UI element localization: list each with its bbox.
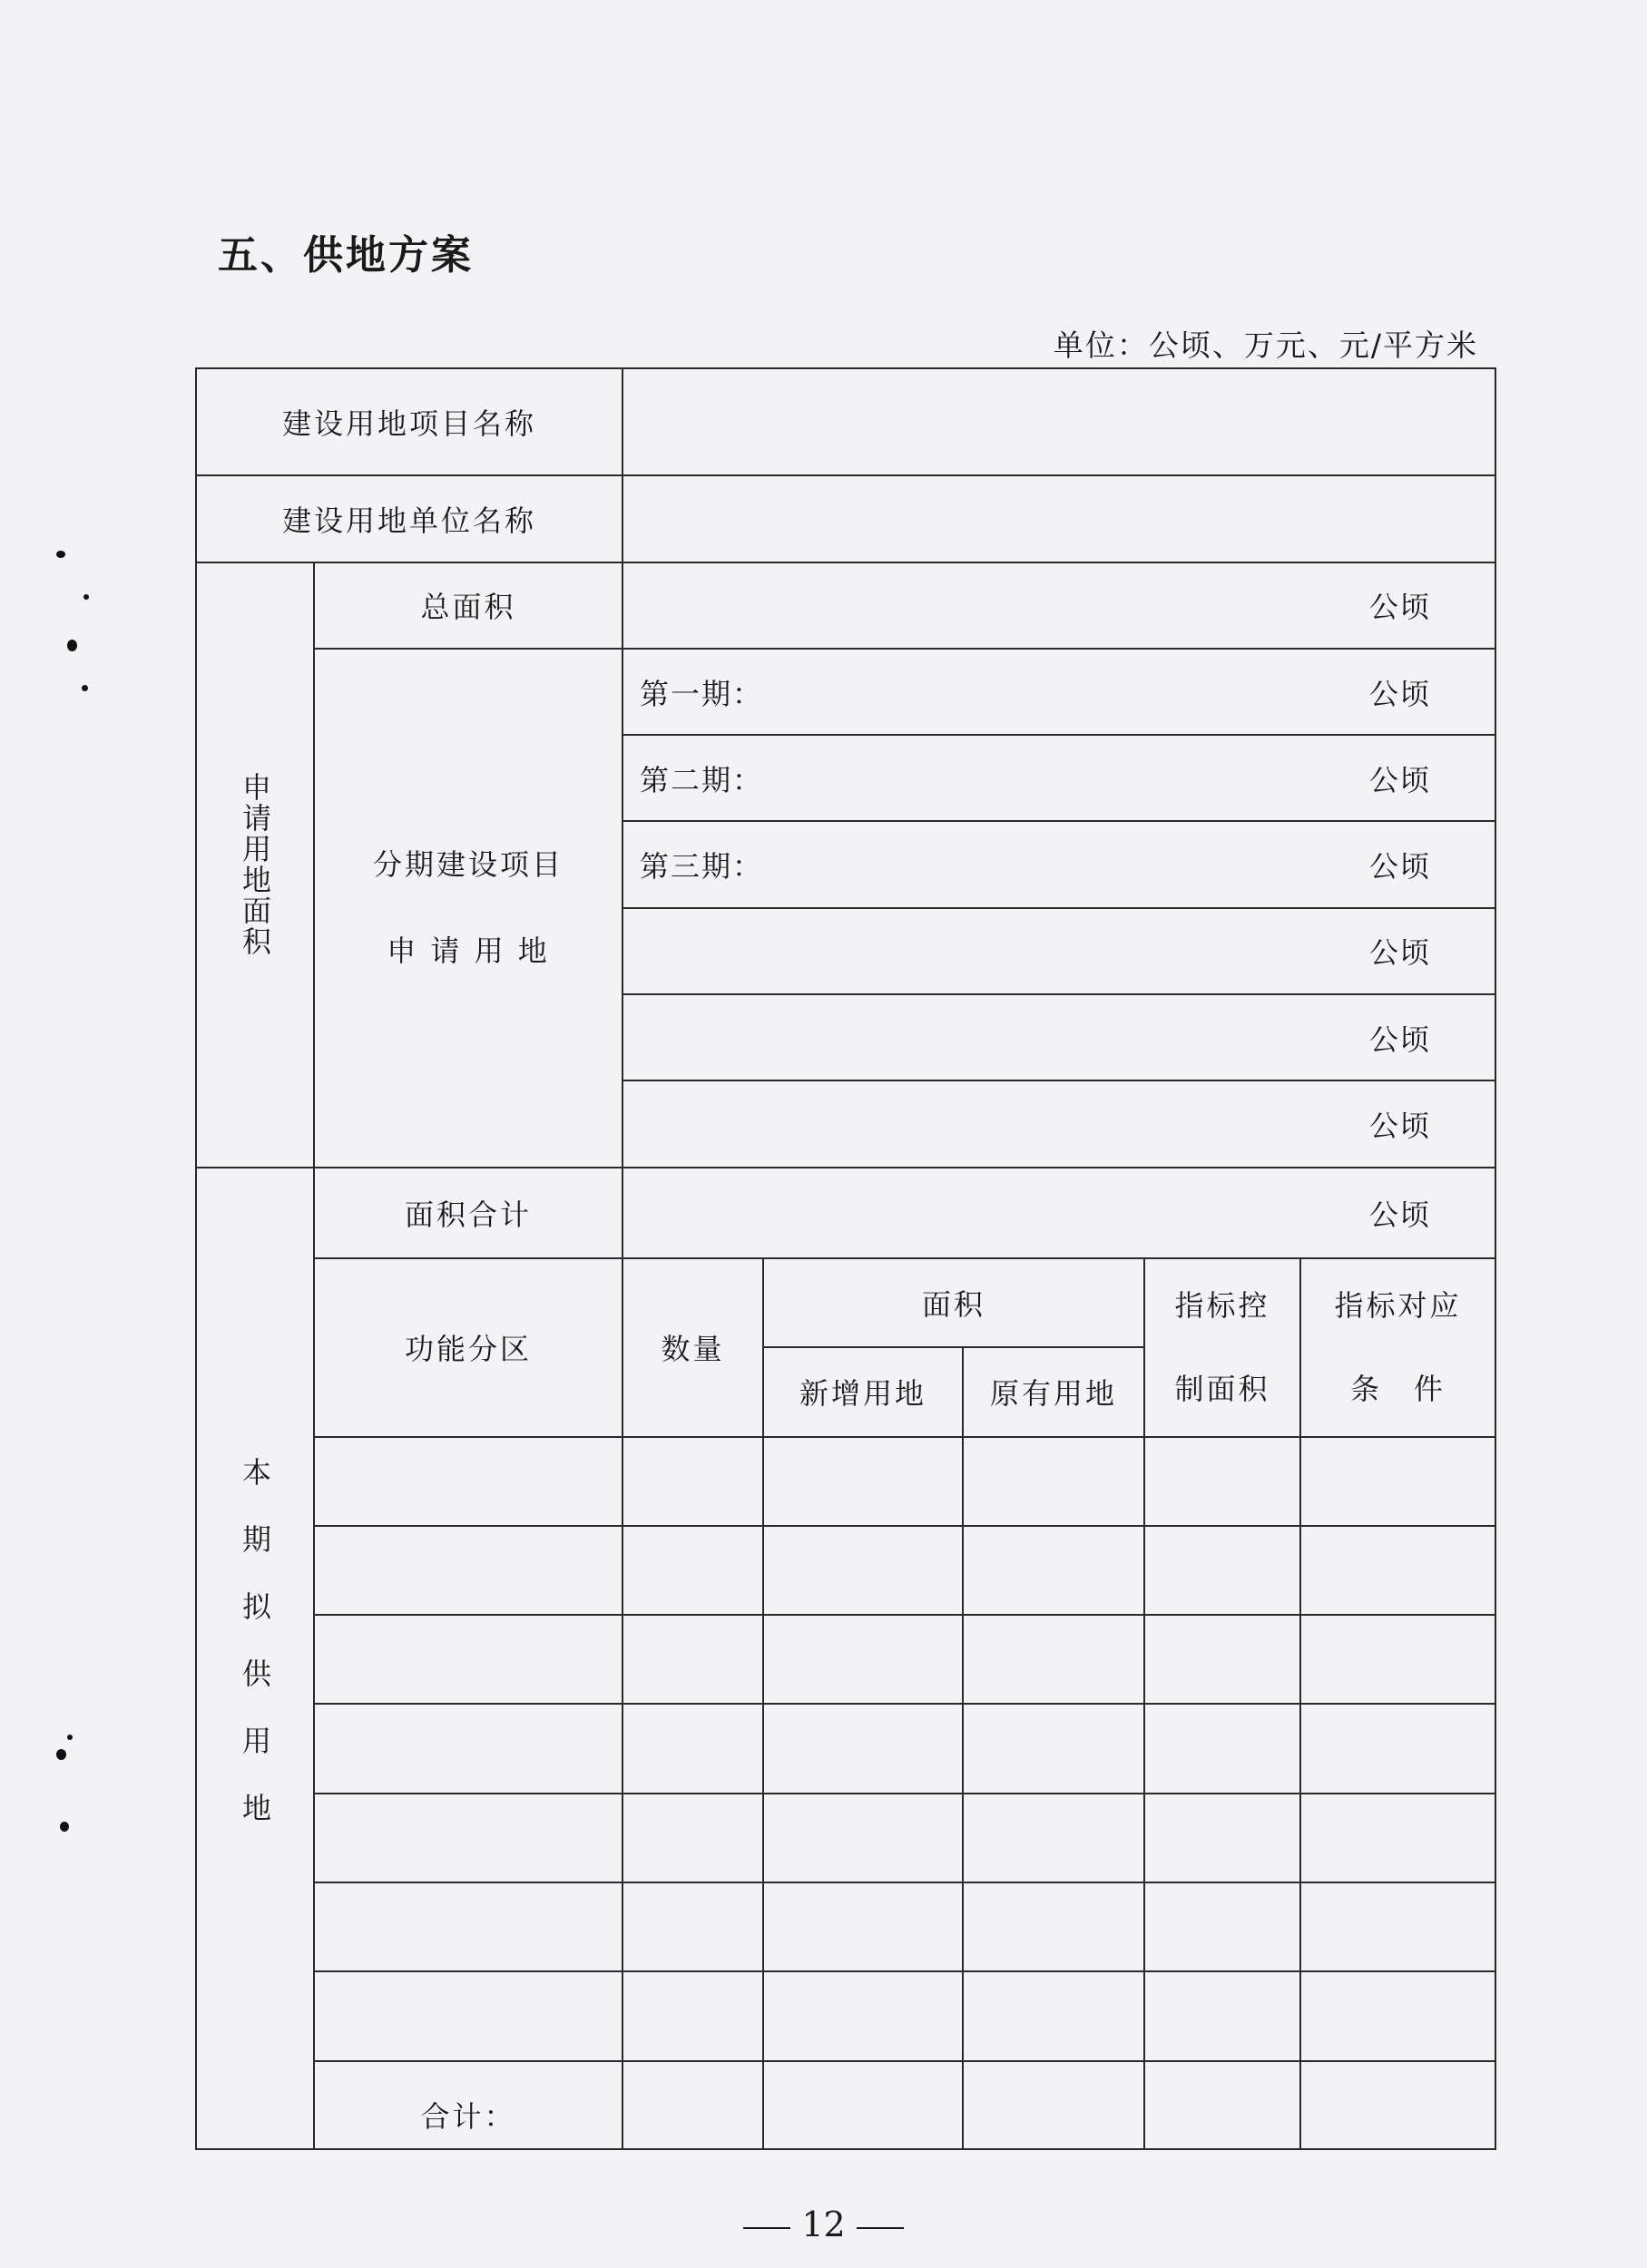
- total-area-label: 总面积: [314, 562, 623, 649]
- header-row: [196, 1258, 1495, 1347]
- conditions-line2: 条 件: [1350, 1372, 1446, 1407]
- applied-area-section: [196, 562, 314, 1168]
- sum-conditions[interactable]: [1300, 2061, 1495, 2149]
- cell-control-area[interactable]: [1144, 1882, 1300, 1971]
- page-number-value: 12: [801, 2204, 846, 2244]
- cell-new-land[interactable]: [763, 1526, 963, 1615]
- phase-6-value[interactable]: [623, 1080, 1495, 1167]
- project-name-label: 建设用地项目名称: [196, 368, 623, 475]
- cell-zone[interactable]: [314, 1526, 623, 1615]
- cell-new-land[interactable]: [763, 1615, 963, 1704]
- table-row: [196, 1526, 1495, 1615]
- cell-zone[interactable]: [314, 1615, 623, 1704]
- scan-speck: [83, 594, 89, 600]
- supply-section: [196, 1168, 314, 2149]
- table-row: [196, 1882, 1495, 1971]
- cell-control-area[interactable]: [1144, 1437, 1300, 1526]
- phased-label-line1: 分期建设项目: [373, 846, 564, 882]
- unit-hectare: 公顷: [1369, 590, 1432, 625]
- unit-hectare: 公顷: [1369, 676, 1432, 711]
- cell-zone[interactable]: [314, 1437, 623, 1526]
- phased-label-line2: 申 请 用 地: [387, 933, 550, 968]
- unit-hectare: 公顷: [1369, 935, 1432, 971]
- unit-hectare: 公顷: [1369, 1197, 1432, 1232]
- phase-3-value[interactable]: [623, 821, 1495, 907]
- cell-zone[interactable]: [314, 1704, 623, 1793]
- cell-new-land[interactable]: [763, 1704, 963, 1793]
- table-row: [196, 1794, 1495, 1882]
- sum-row: [196, 2061, 1495, 2149]
- cell-quantity[interactable]: [623, 1971, 763, 2060]
- dash-right: [857, 2227, 904, 2229]
- phase-label: 第二期：: [640, 762, 764, 797]
- cell-new-land[interactable]: [763, 1437, 963, 1526]
- control-area-line2: 制面积: [1174, 1372, 1270, 1407]
- scan-speck: [56, 1749, 66, 1760]
- cell-conditions[interactable]: [1300, 1437, 1495, 1526]
- cell-conditions[interactable]: [1300, 1971, 1495, 2060]
- area-total-value[interactable]: [623, 1168, 1495, 1258]
- phase-label: 第一期：: [640, 676, 764, 711]
- cell-conditions[interactable]: [1300, 1704, 1495, 1793]
- unit-name-label: 建设用地单位名称: [196, 475, 623, 562]
- form-row: [196, 649, 1495, 735]
- scan-speck: [56, 551, 65, 558]
- cell-quantity[interactable]: [623, 1526, 763, 1615]
- cell-existing-land[interactable]: [963, 1882, 1144, 1971]
- dash-left: [743, 2227, 790, 2229]
- land-supply-form: [195, 367, 1496, 2150]
- table-row: [196, 1971, 1495, 2060]
- phase-label: 第三期：: [640, 849, 764, 885]
- page-title: 五、供地方案: [218, 232, 474, 279]
- cell-existing-land[interactable]: [963, 1526, 1144, 1615]
- unit-name-value[interactable]: [623, 475, 1495, 562]
- cell-zone[interactable]: [314, 1971, 623, 2060]
- cell-quantity[interactable]: [623, 1704, 763, 1793]
- sum-label: 合计：: [314, 2061, 623, 2149]
- phase-5-value[interactable]: [623, 994, 1495, 1080]
- sum-existing-land[interactable]: [963, 2061, 1144, 2149]
- form-row: [196, 475, 1495, 562]
- phased-project-label: [314, 649, 623, 1168]
- phase-1-value[interactable]: [623, 649, 1495, 735]
- cell-existing-land[interactable]: [963, 1437, 1144, 1526]
- control-area-line1: 指标控: [1174, 1288, 1270, 1324]
- supply-section-label: 本期拟供用地: [238, 1456, 272, 1860]
- table-row: [196, 1615, 1495, 1704]
- phase-4-value[interactable]: [623, 908, 1495, 994]
- sum-quantity[interactable]: [623, 2061, 763, 2149]
- unit-hectare: 公顷: [1369, 762, 1432, 797]
- form-row: [196, 1168, 1495, 1258]
- form-row: [196, 368, 1495, 475]
- cell-conditions[interactable]: [1300, 1882, 1495, 1971]
- unit-hectare: 公顷: [1369, 849, 1432, 885]
- cell-existing-land[interactable]: [963, 1615, 1144, 1704]
- cell-zone[interactable]: [314, 1882, 623, 1971]
- cell-control-area[interactable]: [1144, 1971, 1300, 2060]
- cell-conditions[interactable]: [1300, 1794, 1495, 1882]
- cell-quantity[interactable]: [623, 1794, 763, 1882]
- cell-control-area[interactable]: [1144, 1526, 1300, 1615]
- sum-control-area[interactable]: [1144, 2061, 1300, 2149]
- cell-zone[interactable]: [314, 1794, 623, 1882]
- phase-2-value[interactable]: [623, 735, 1495, 821]
- cell-new-land[interactable]: [763, 1971, 963, 2060]
- scan-speck: [60, 1822, 69, 1832]
- cell-existing-land[interactable]: [963, 1794, 1144, 1882]
- cell-conditions[interactable]: [1300, 1526, 1495, 1615]
- col-new-land-header: 新增用地: [763, 1347, 963, 1436]
- scan-specks: [0, 0, 109, 2268]
- unit-note: 单位：公顷、万元、元/平方米: [1053, 327, 1478, 363]
- applied-area-section-label: 申请用地面积: [238, 772, 272, 958]
- scan-speck: [67, 640, 77, 651]
- col-conditions-header: [1300, 1258, 1495, 1437]
- project-name-value[interactable]: [623, 368, 1495, 475]
- page-number: [0, 2204, 1647, 2244]
- cell-new-land[interactable]: [763, 1882, 963, 1971]
- cell-new-land[interactable]: [763, 1794, 963, 1882]
- cell-existing-land[interactable]: [963, 1971, 1144, 2060]
- col-quantity-header: 数量: [623, 1258, 763, 1437]
- cell-quantity[interactable]: [623, 1437, 763, 1526]
- col-control-area-header: [1144, 1258, 1300, 1437]
- cell-existing-land[interactable]: [963, 1704, 1144, 1793]
- cell-control-area[interactable]: [1144, 1794, 1300, 1882]
- conditions-line1: 指标对应: [1334, 1288, 1462, 1324]
- total-area-value[interactable]: [623, 562, 1495, 649]
- scan-speck: [67, 1735, 73, 1740]
- table-row: [196, 1704, 1495, 1793]
- unit-hectare: 公顷: [1369, 1022, 1432, 1057]
- scan-speck: [82, 685, 88, 691]
- cell-conditions[interactable]: [1300, 1615, 1495, 1704]
- col-area-header: 面积: [763, 1258, 1144, 1347]
- table-row: [196, 1437, 1495, 1526]
- cell-control-area[interactable]: [1144, 1704, 1300, 1793]
- col-existing-land-header: 原有用地: [963, 1347, 1144, 1436]
- cell-quantity[interactable]: [623, 1882, 763, 1971]
- cell-quantity[interactable]: [623, 1615, 763, 1704]
- unit-hectare: 公顷: [1369, 1108, 1432, 1143]
- sum-new-land[interactable]: [763, 2061, 963, 2149]
- area-total-label: 面积合计: [314, 1168, 623, 1258]
- cell-control-area[interactable]: [1144, 1615, 1300, 1704]
- form-row: [196, 562, 1495, 649]
- col-zone-header: 功能分区: [314, 1258, 623, 1437]
